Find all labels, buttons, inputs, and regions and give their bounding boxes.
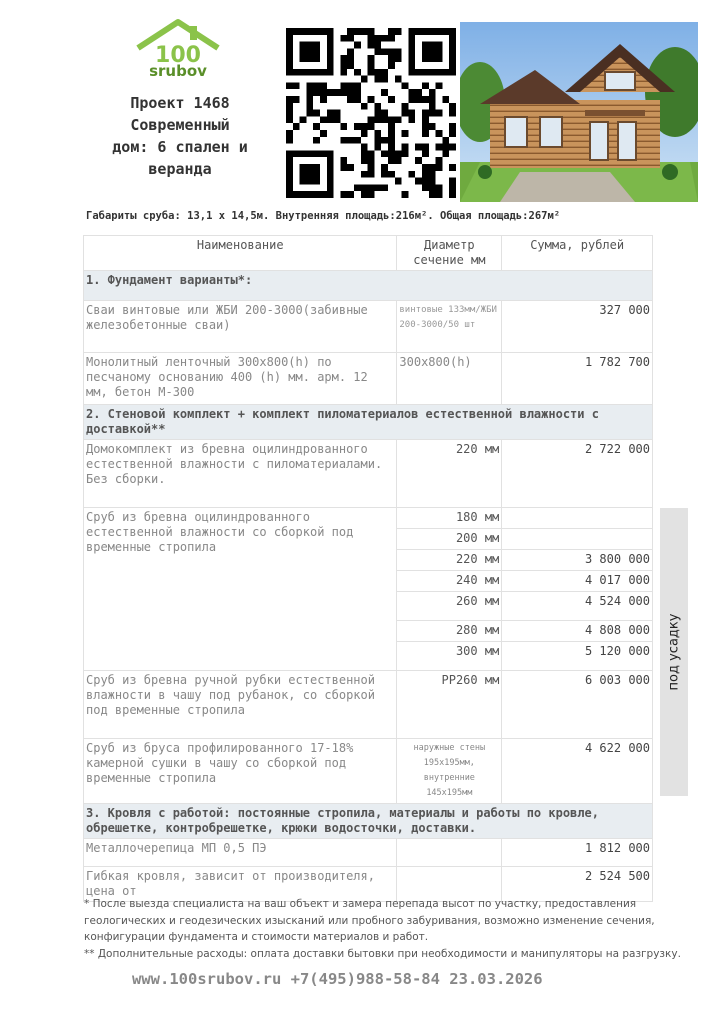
row-sum: 2 722 000 xyxy=(502,440,653,508)
company-logo[interactable] xyxy=(128,18,228,80)
table-row xyxy=(84,739,653,804)
row-sum: 5 120 000 xyxy=(502,642,653,671)
row-sum: 2 524 500 xyxy=(502,867,653,902)
row-diameter: 220 мм xyxy=(397,550,502,571)
row-sum: 4 622 000 xyxy=(502,739,653,804)
table-row xyxy=(84,440,653,508)
row-diameter xyxy=(397,839,502,867)
footnotes xyxy=(84,896,704,962)
project-title-line: веранда xyxy=(148,160,212,178)
qr-code-icon xyxy=(286,28,456,198)
row-name: Сваи винтовые или ЖБИ 200-3000(забивные железобетонные сваи) xyxy=(84,301,397,353)
row-name: Домокомплект из бревна оцилиндрованного естественной влажности с пиломатериалами. Без сборки. xyxy=(84,440,397,508)
section-roof xyxy=(84,804,653,839)
row-sum: 327 000 xyxy=(502,301,653,353)
row-sum: 3 800 000 xyxy=(502,550,653,571)
row-diameter: наружные стены 195x195мм, внутренние 145x195мм xyxy=(397,739,502,804)
row-diameter: 260 мм xyxy=(397,592,502,621)
row-name: Сруб из бревна оцилиндрованного естественной влажности со сборкой под временные стропила xyxy=(84,508,397,671)
table-row xyxy=(84,508,653,529)
header-name: Наименование xyxy=(84,236,397,271)
project-title-line: Проект 1468 xyxy=(130,94,230,112)
row-name: Сруб из бруса профилированного 17-18% камерной сушки в чашу со сборкой под временные стропила xyxy=(84,739,397,804)
row-diameter: 220 мм xyxy=(397,440,502,508)
section-title: 1. Фундамент варианты*: xyxy=(84,271,653,301)
side-label-text: под усадку xyxy=(666,613,682,691)
row-diameter: 200 мм xyxy=(397,529,502,550)
row-sum: 4 017 000 xyxy=(502,571,653,592)
row-diameter: винтовые 133мм/ЖБИ 200-3000/50 шт xyxy=(397,301,502,353)
row-name: Монолитный ленточный 300x800(h) по песчаному основанию 400 (h) мм. арм. 12 мм, бетон М-300 xyxy=(84,353,397,405)
section-title: 3. Кровля с работой: постоянные стропила, материалы и работы по кровле, обрешетке, контробрешетке, крюки водосточки, доставки. xyxy=(84,804,653,839)
row-name: Гибкая кровля, зависит от производителя, цена от xyxy=(84,867,397,902)
svg-text:100: 100 xyxy=(155,43,201,68)
row-diameter: 300 мм xyxy=(397,642,502,671)
row-name: Металлочерепица МП 0,5 ПЭ xyxy=(84,839,397,867)
log-house-image-icon xyxy=(460,22,698,202)
footnote-foundation: * После выезда специалиста на ваш объект и замера перепада высот по участку, предоставления геологических и геодезических изысканий или пробного забуривания, возможно изменение сечения, конфигурации фундамента и стоимости материалов и работ. xyxy=(84,898,655,943)
project-title xyxy=(80,92,280,180)
shrinkage-side-label xyxy=(660,508,688,796)
table-row xyxy=(84,839,653,867)
section-foundation xyxy=(84,271,653,301)
row-sum xyxy=(502,508,653,529)
row-diameter: 180 мм xyxy=(397,508,502,529)
footnote-expenses: ** Дополнительные расходы: оплата доставки бытовки при необходимости и манипуляторы на разгрузку. xyxy=(84,947,681,960)
house-roof-logo-icon xyxy=(128,18,228,80)
table-row xyxy=(84,353,653,405)
row-sum: 4 808 000 xyxy=(502,621,653,642)
price-table xyxy=(83,235,653,902)
table-row xyxy=(84,671,653,739)
house-photo xyxy=(460,22,698,202)
table-row xyxy=(84,301,653,353)
section-title: 2. Стеновой комплект + комплект пиломатериалов естественной влажности с доставкой** xyxy=(84,405,653,440)
row-diameter: 280 мм xyxy=(397,621,502,642)
row-diameter: 300x800(h) xyxy=(397,353,502,405)
svg-text:srubov: srubov xyxy=(149,62,207,80)
header-diameter: Диаметр сечение мм xyxy=(397,236,502,271)
row-sum xyxy=(502,529,653,550)
qr-code[interactable] xyxy=(286,28,456,198)
header-sum: Сумма, рублей xyxy=(502,236,653,271)
dimensions-text: Габариты сруба: 13,1 x 14,5м. Внутренняя площадь:216м². Общая площадь:267м² xyxy=(86,210,561,222)
section-walls xyxy=(84,405,653,440)
row-sum: 1 812 000 xyxy=(502,839,653,867)
row-sum: 1 782 700 xyxy=(502,353,653,405)
footer-contacts[interactable]: www.100srubov.ru +7(495)988-58-84 23.03.2026 xyxy=(132,970,543,988)
project-title-line: Современный xyxy=(130,116,230,134)
row-diameter: РР260 мм xyxy=(397,671,502,739)
project-title-line: дом: 6 спален и xyxy=(112,138,248,156)
row-sum: 4 524 000 xyxy=(502,592,653,621)
row-name: Сруб из бревна ручной рубки естественной влажности в чашу под рубанок, со сборкой под временные стропила xyxy=(84,671,397,739)
row-diameter: 240 мм xyxy=(397,571,502,592)
row-sum: 6 003 000 xyxy=(502,671,653,739)
table-header-row xyxy=(84,236,653,271)
